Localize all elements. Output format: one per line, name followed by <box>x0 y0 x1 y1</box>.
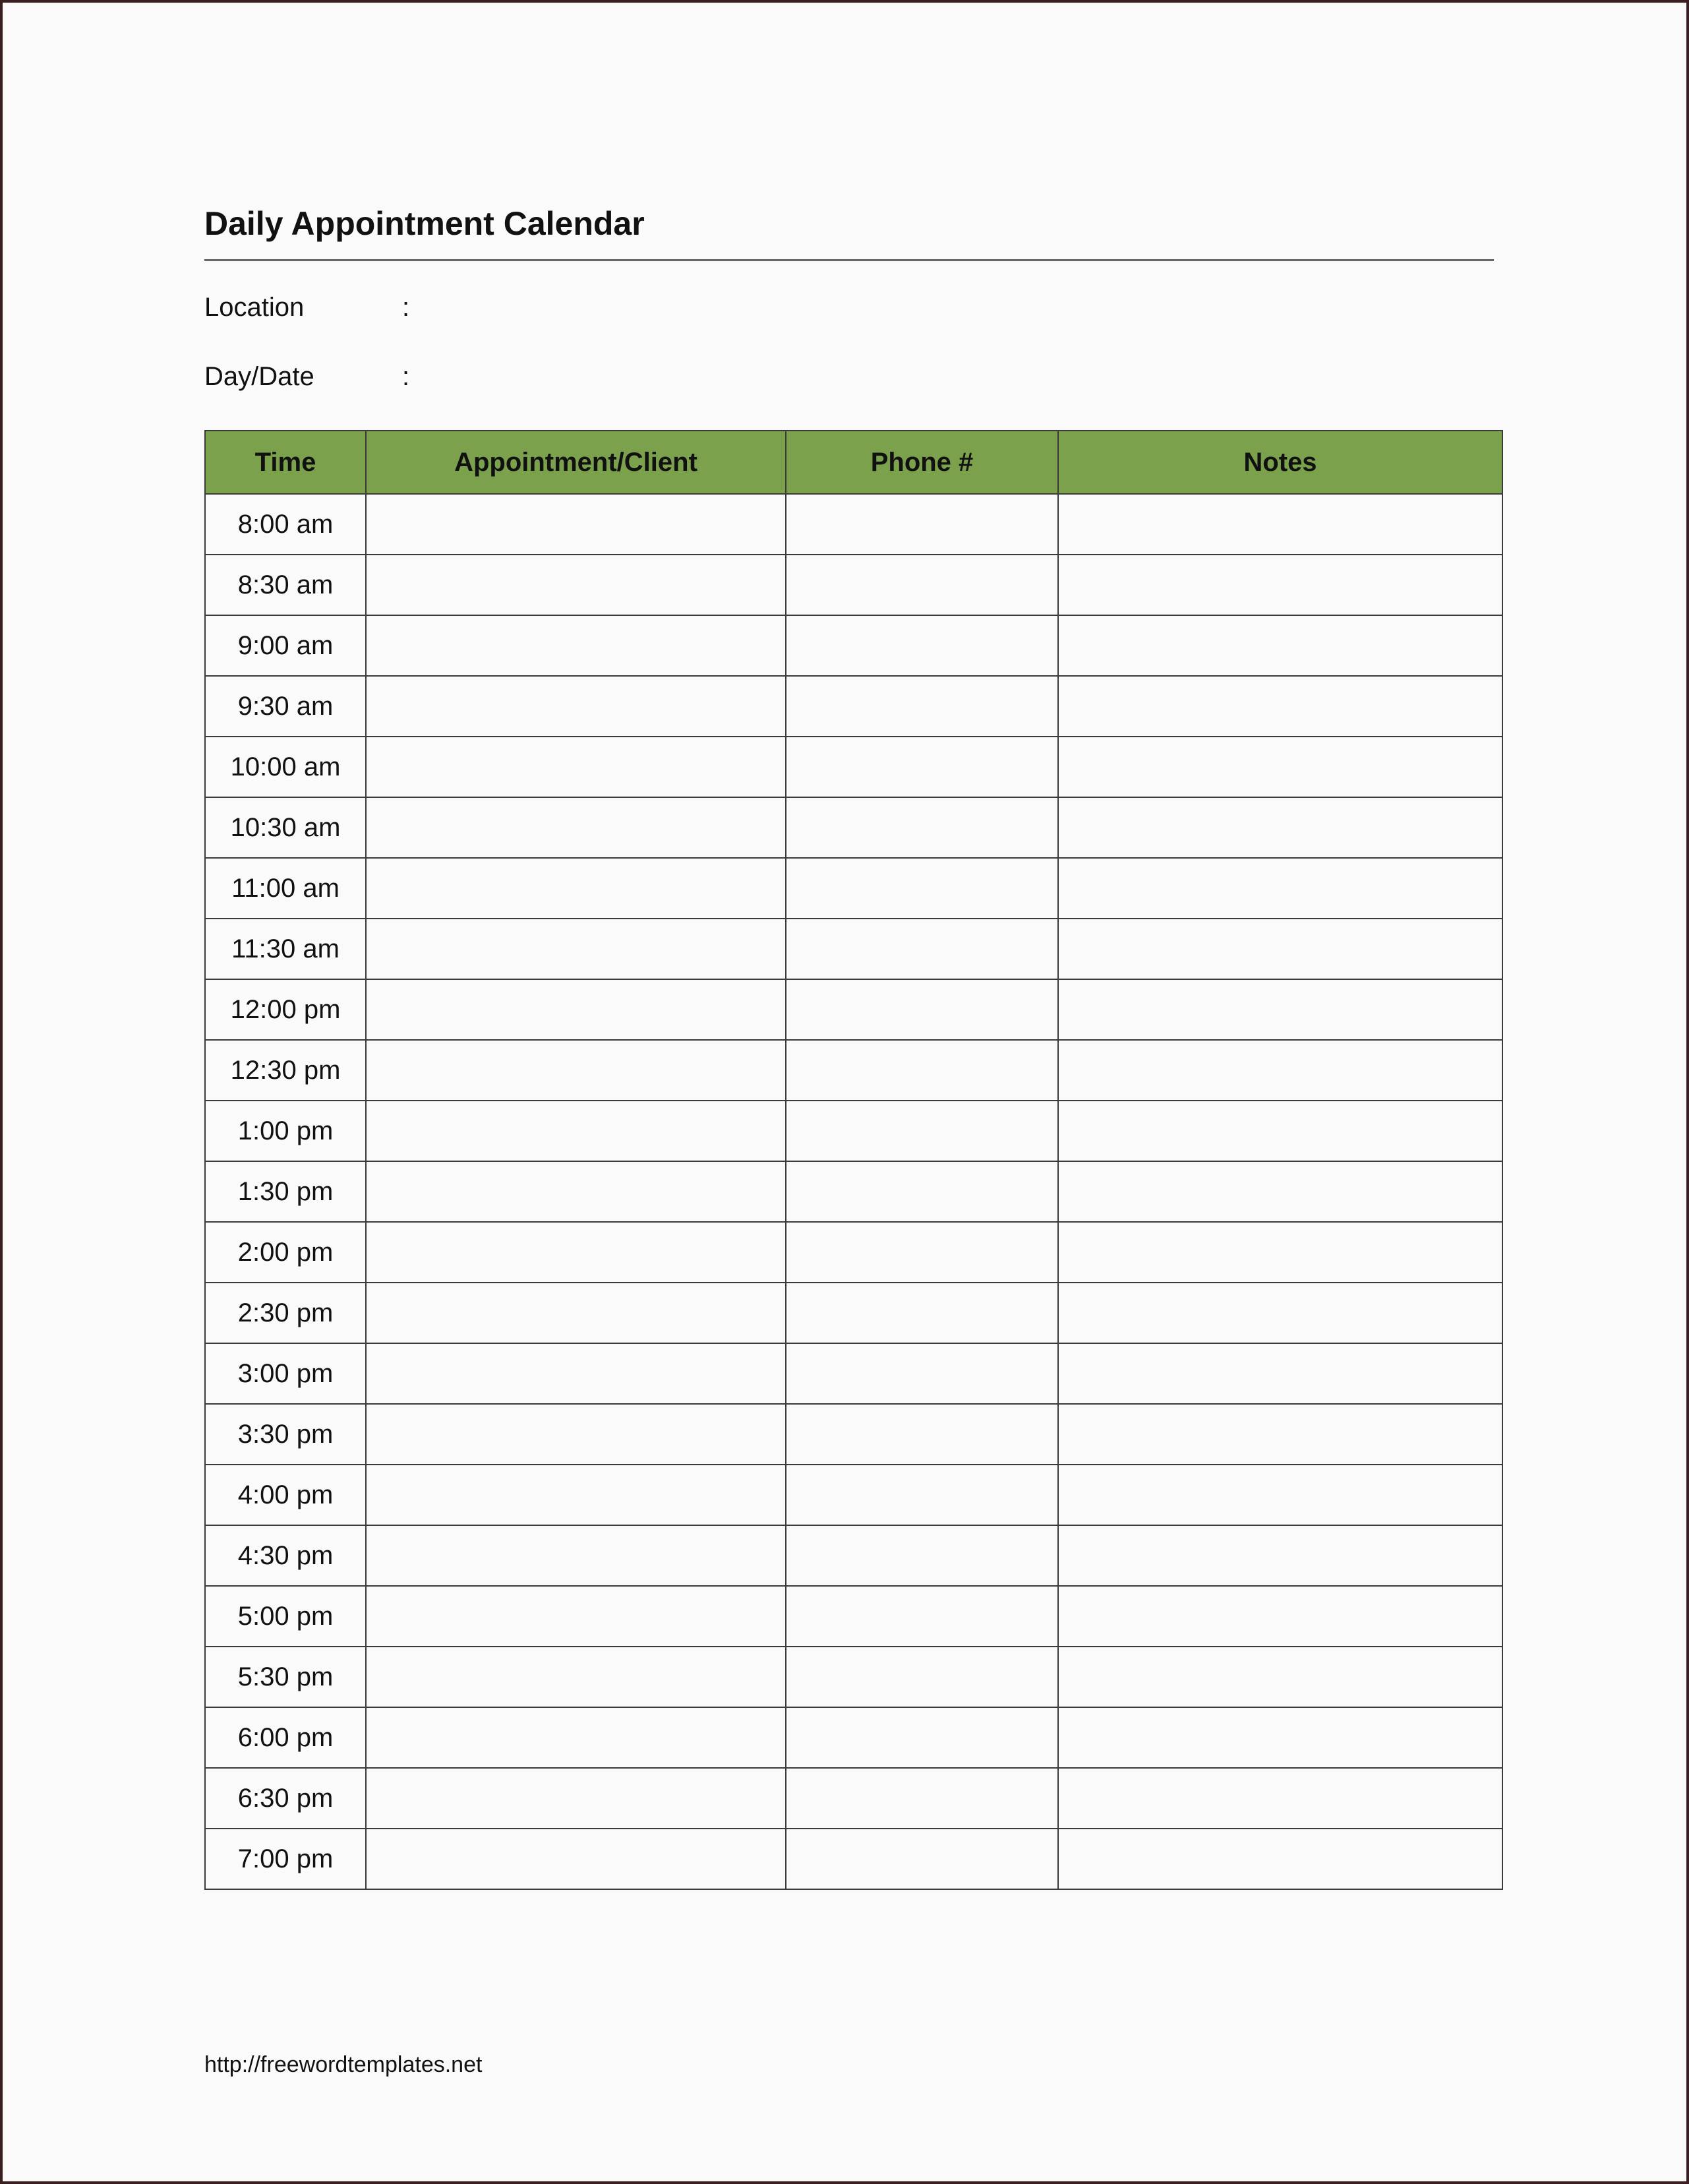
notes-cell[interactable] <box>1058 858 1502 919</box>
phone-cell[interactable] <box>786 1465 1058 1525</box>
appointment-client-cell[interactable] <box>366 1525 786 1586</box>
time-cell: 11:30 am <box>205 919 366 979</box>
time-cell: 1:00 pm <box>205 1101 366 1161</box>
table-row <box>205 1707 1502 1768</box>
notes-cell[interactable] <box>1058 1161 1502 1222</box>
table-row <box>205 555 1502 615</box>
table-row <box>205 1829 1502 1889</box>
column-header-time: Time <box>205 431 366 494</box>
notes-cell[interactable] <box>1058 1040 1502 1101</box>
daydate-colon: : <box>402 362 410 391</box>
table-row <box>205 676 1502 737</box>
footer-url[interactable]: http://freewordtemplates.net <box>204 2052 483 2077</box>
time-cell: 10:00 am <box>205 737 366 797</box>
notes-cell[interactable] <box>1058 1465 1502 1525</box>
phone-cell[interactable] <box>786 1404 1058 1465</box>
appointment-client-cell[interactable] <box>366 494 786 555</box>
time-cell: 10:30 am <box>205 797 366 858</box>
appointment-client-cell[interactable] <box>366 1586 786 1647</box>
time-cell: 12:30 pm <box>205 1040 366 1101</box>
table-row <box>205 1101 1502 1161</box>
appointment-client-cell[interactable] <box>366 1101 786 1161</box>
notes-cell[interactable] <box>1058 1829 1502 1889</box>
appointment-client-cell[interactable] <box>366 676 786 737</box>
table-row <box>205 1222 1502 1283</box>
table-row <box>205 615 1502 676</box>
table-body <box>205 494 1502 1889</box>
notes-cell[interactable] <box>1058 494 1502 555</box>
appointment-client-cell[interactable] <box>366 1707 786 1768</box>
appointment-client-cell[interactable] <box>366 1829 786 1889</box>
appointment-client-cell[interactable] <box>366 919 786 979</box>
location-label: Location <box>204 293 305 322</box>
notes-cell[interactable] <box>1058 1343 1502 1404</box>
appointment-client-cell[interactable] <box>366 555 786 615</box>
phone-cell[interactable] <box>786 1161 1058 1222</box>
table-row <box>205 1343 1502 1404</box>
table-row <box>205 1040 1502 1101</box>
notes-cell[interactable] <box>1058 1707 1502 1768</box>
table-row <box>205 797 1502 858</box>
location-colon: : <box>402 293 410 322</box>
appointment-table <box>204 430 1503 1890</box>
table-row <box>205 858 1502 919</box>
time-cell: 1:30 pm <box>205 1161 366 1222</box>
phone-cell[interactable] <box>786 1101 1058 1161</box>
time-cell: 7:00 pm <box>205 1829 366 1889</box>
notes-cell[interactable] <box>1058 1525 1502 1586</box>
appointment-client-cell[interactable] <box>366 797 786 858</box>
table-row <box>205 1465 1502 1525</box>
notes-cell[interactable] <box>1058 1283 1502 1343</box>
appointment-client-cell[interactable] <box>366 1040 786 1101</box>
phone-cell[interactable] <box>786 737 1058 797</box>
column-header-notes: Notes <box>1058 431 1502 494</box>
phone-cell[interactable] <box>786 1707 1058 1768</box>
phone-cell[interactable] <box>786 1829 1058 1889</box>
table-row <box>205 737 1502 797</box>
phone-cell[interactable] <box>786 1525 1058 1586</box>
appointment-client-cell[interactable] <box>366 858 786 919</box>
phone-cell[interactable] <box>786 1343 1058 1404</box>
daydate-label: Day/Date <box>204 362 314 391</box>
time-cell: 11:00 am <box>205 858 366 919</box>
table-row <box>205 1283 1502 1343</box>
appointment-client-cell[interactable] <box>366 1465 786 1525</box>
phone-cell[interactable] <box>786 797 1058 858</box>
phone-cell[interactable] <box>786 494 1058 555</box>
time-cell: 3:30 pm <box>205 1404 366 1465</box>
table-row <box>205 1161 1502 1222</box>
phone-cell[interactable] <box>786 615 1058 676</box>
phone-cell[interactable] <box>786 676 1058 737</box>
phone-cell[interactable] <box>786 1283 1058 1343</box>
phone-cell[interactable] <box>786 1040 1058 1101</box>
appointment-client-cell[interactable] <box>366 737 786 797</box>
notes-cell[interactable] <box>1058 1222 1502 1283</box>
notes-cell[interactable] <box>1058 676 1502 737</box>
table-row <box>205 979 1502 1040</box>
phone-cell[interactable] <box>786 1647 1058 1707</box>
notes-cell[interactable] <box>1058 1768 1502 1829</box>
phone-cell[interactable] <box>786 979 1058 1040</box>
appointment-client-cell[interactable] <box>366 1404 786 1465</box>
phone-cell[interactable] <box>786 858 1058 919</box>
phone-cell[interactable] <box>786 1586 1058 1647</box>
time-cell: 2:00 pm <box>205 1222 366 1283</box>
notes-cell[interactable] <box>1058 1101 1502 1161</box>
appointment-client-cell[interactable] <box>366 1768 786 1829</box>
table-row <box>205 1404 1502 1465</box>
appointment-client-cell[interactable] <box>366 1161 786 1222</box>
appointment-client-cell[interactable] <box>366 1647 786 1707</box>
appointment-client-cell[interactable] <box>366 615 786 676</box>
notes-cell[interactable] <box>1058 1647 1502 1707</box>
phone-cell[interactable] <box>786 919 1058 979</box>
notes-cell[interactable] <box>1058 615 1502 676</box>
notes-cell[interactable] <box>1058 737 1502 797</box>
appointment-client-cell[interactable] <box>366 979 786 1040</box>
notes-cell[interactable] <box>1058 1586 1502 1647</box>
time-cell: 2:30 pm <box>205 1283 366 1343</box>
appointment-client-cell[interactable] <box>366 1222 786 1283</box>
time-cell: 8:00 am <box>205 494 366 555</box>
phone-cell[interactable] <box>786 555 1058 615</box>
notes-cell[interactable] <box>1058 555 1502 615</box>
table-header-row <box>205 431 1502 494</box>
table-row <box>205 1586 1502 1647</box>
appointment-client-cell[interactable] <box>366 1283 786 1343</box>
phone-cell[interactable] <box>786 1768 1058 1829</box>
phone-cell[interactable] <box>786 1222 1058 1283</box>
column-header-appointment-client: Appointment/Client <box>366 431 786 494</box>
table-row <box>205 919 1502 979</box>
column-header-phone: Phone # <box>786 431 1058 494</box>
time-cell: 4:00 pm <box>205 1465 366 1525</box>
title-underline <box>204 259 1494 261</box>
notes-cell[interactable] <box>1058 979 1502 1040</box>
notes-cell[interactable] <box>1058 919 1502 979</box>
page-title: Daily Appointment Calendar <box>204 205 645 242</box>
time-cell: 3:00 pm <box>205 1343 366 1404</box>
table-row <box>205 1525 1502 1586</box>
table-row <box>205 1647 1502 1707</box>
table-row <box>205 494 1502 555</box>
time-cell: 9:00 am <box>205 615 366 676</box>
table-row <box>205 1768 1502 1829</box>
time-cell: 8:30 am <box>205 555 366 615</box>
time-cell: 4:30 pm <box>205 1525 366 1586</box>
notes-cell[interactable] <box>1058 797 1502 858</box>
time-cell: 5:00 pm <box>205 1586 366 1647</box>
time-cell: 12:00 pm <box>205 979 366 1040</box>
time-cell: 5:30 pm <box>205 1647 366 1707</box>
time-cell: 6:00 pm <box>205 1707 366 1768</box>
time-cell: 6:30 pm <box>205 1768 366 1829</box>
notes-cell[interactable] <box>1058 1404 1502 1465</box>
time-cell: 9:30 am <box>205 676 366 737</box>
appointment-client-cell[interactable] <box>366 1343 786 1404</box>
